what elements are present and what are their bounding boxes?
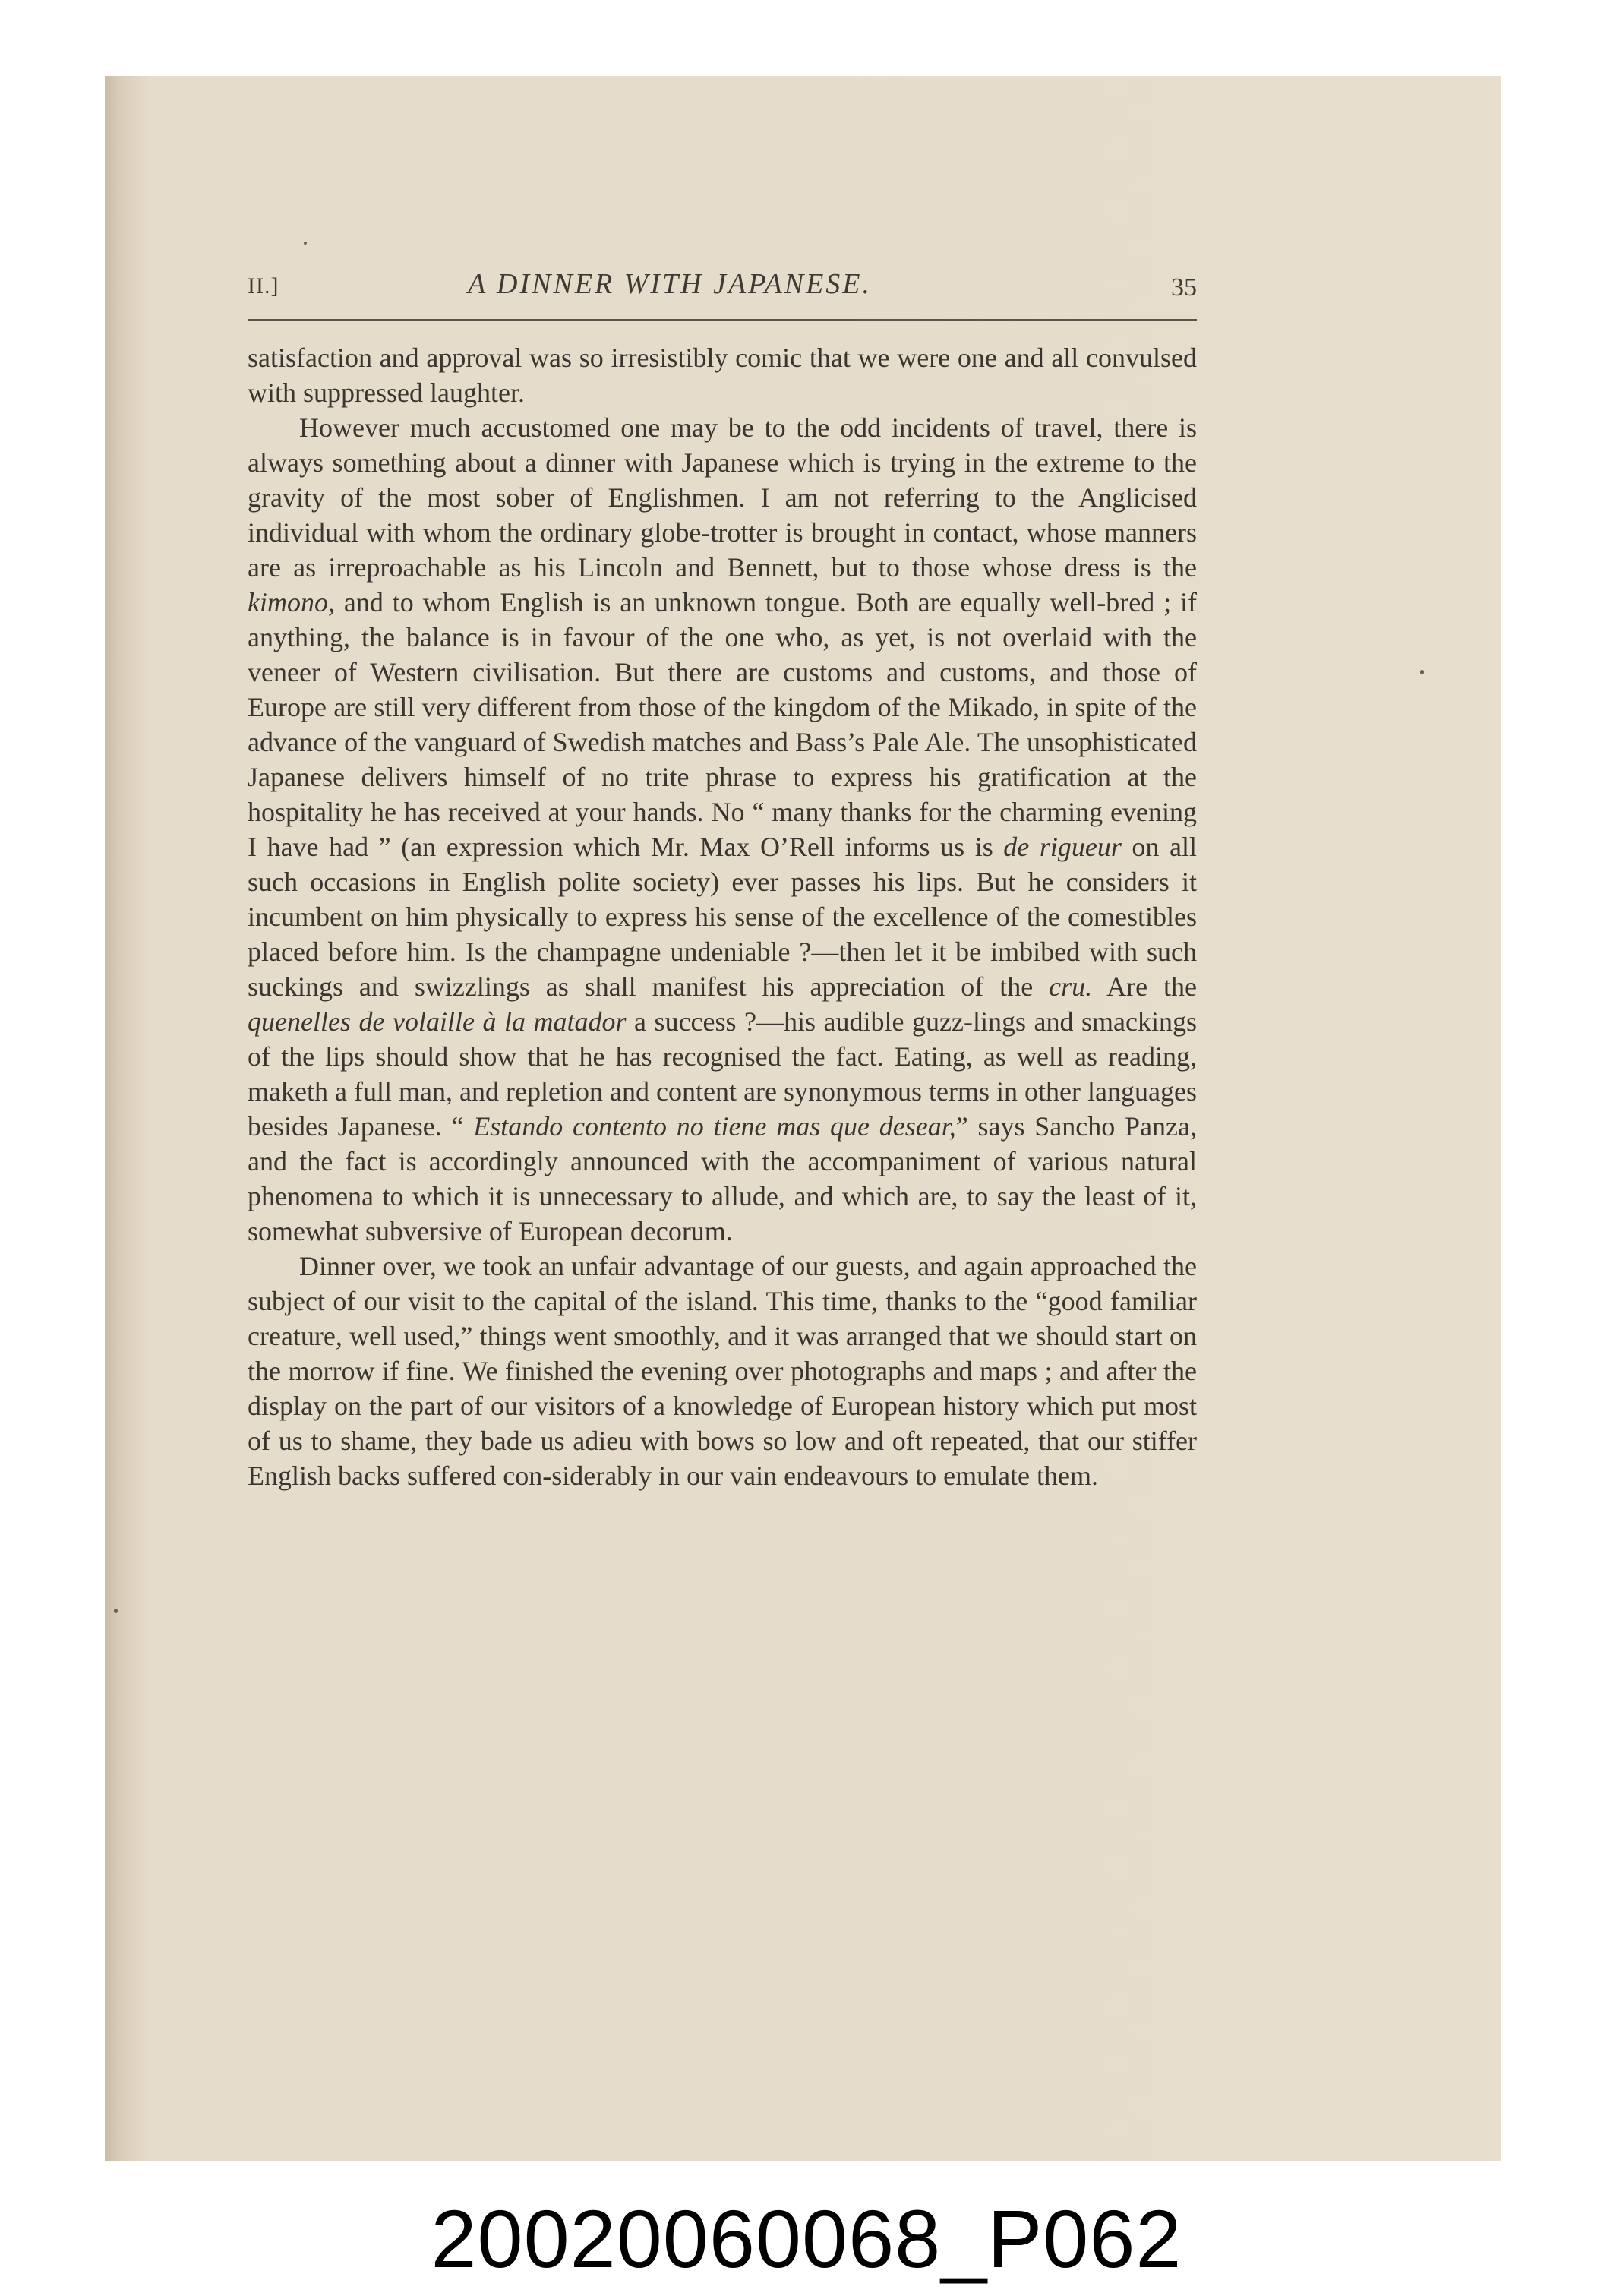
text-run: a success ?—his audible guzz-lings and smackings of the lips should show that he has recognised the fact. Eating, as well as reading, maketh a full man, and repletion and content are synonymous terms in other languages besides Japanese. “: [248, 1006, 1198, 1142]
italic-text: quenelles de volaille à la matador: [248, 1006, 627, 1037]
header-rule: [248, 319, 1197, 321]
text-run: Dinner over, we took an unfair advantage of our guests, and again approached the subject of our visit to the capital of the island. This time, thanks to the “good familiar creature, well used,” things went smoothly, and it was arranged that we should start on the morrow if fine. We finished the evening over photographs and maps ; and after the display on the part of our visitors of a knowledge of European history which put most of us to shame, they bade us adieu with bows so low and oft repeated, that our stiffer English backs suffered con-siderably in our vain endeavours to emulate them.: [248, 1251, 1197, 1491]
paragraph: [248, 340, 1197, 410]
text-run: satisfaction and approval was so irresistibly comic that we were one and all convulsed with suppressed laughter.: [248, 343, 1197, 408]
italic-text: kimono: [248, 587, 328, 617]
scan-speck: [304, 242, 307, 245]
text-run: on all such occasions in English polite society) ever passes his lips. But he considers it incumbent on him physically to express his sense of the excellence of the comestibles placed before him. Is the champagne undeniable ?—then let it be imbibed with such suckings and swizzlings as shall manifest his appreciation of the: [248, 832, 1197, 1002]
document-identifier: 20020060068_P062: [431, 2193, 1182, 2285]
running-header: [248, 267, 1197, 313]
chapter-number: II.]: [248, 273, 279, 298]
italic-text: cru.: [1049, 971, 1093, 1002]
scan-speck: [1420, 670, 1424, 674]
scan-speck: [114, 1609, 118, 1613]
text-run: However much accustomed one may be to the odd incidents of travel, there is always something about a dinner with Japanese which is trying in the extreme to the gravity of the most sober of Englishmen. I am not referring to the Anglicised individual with whom the ordinary globe-trotter is brought in contact, whose manners are as irreproachable as his Lincoln and Bennett, but to those whose dress is the: [248, 412, 1197, 583]
italic-text: Estando contento no tiene mas que desear,: [473, 1111, 956, 1142]
running-title: A DINNER WITH JAPANESE.: [468, 268, 872, 300]
page-number: 35: [1171, 273, 1197, 302]
text-run: ” says Sancho Panza, and the fact is accordingly announced with the accompaniment of various natural phenomena to which it is unnecessary to allude, and which are, to say the least of it, somewhat subversive of European decorum.: [248, 1111, 1197, 1246]
text-run: , and to whom English is an unknown tongue. Both are equally well-bred ; if anything, the balance is in favour of the one who, as yet, is not overlaid with the veneer of Western civilisation. But there are customs and customs, and those of Europe are still very different from those of the kingdom of the Mikado, in spite of the advance of the vanguard of Swedish matches and Bass’s Pale Ale. The unsophisticated Japanese delivers himself of no trite phrase to express his gratification at the hospitality he has received at your hands. No “ many thanks for the charming evening I have had ” (an expression which Mr. Max O’Rell informs us is: [248, 587, 1197, 862]
italic-text: de rigueur: [1003, 832, 1122, 862]
paragraph: [248, 410, 1197, 1249]
paragraph: [248, 1249, 1197, 1493]
text-run: Are the: [1092, 971, 1197, 1002]
body-text: [248, 340, 1197, 1493]
